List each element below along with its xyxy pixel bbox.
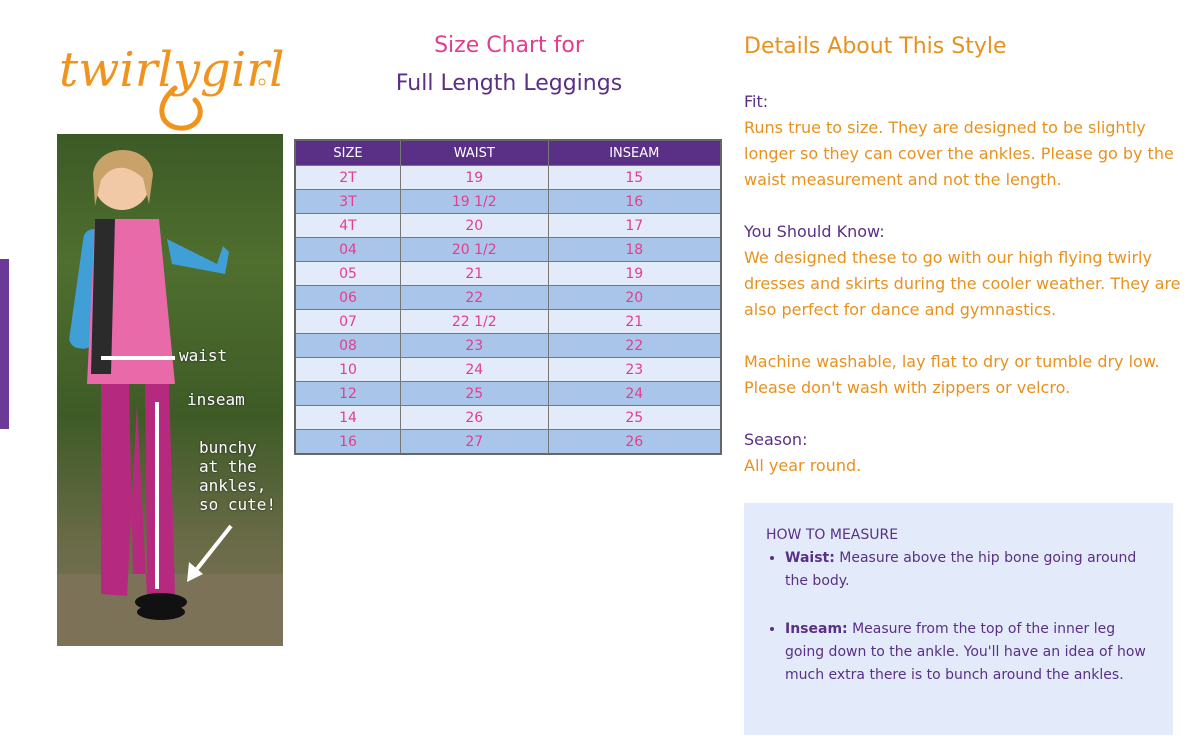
cell-size: 12 — [295, 382, 400, 406]
table-row — [295, 262, 721, 286]
col-header-waist: WAIST — [400, 140, 548, 166]
table-row — [295, 214, 721, 238]
girl-illustration — [57, 134, 283, 646]
photo-label-inseam: inseam — [187, 390, 245, 409]
cell-waist: 20 — [400, 214, 548, 238]
size-chart-title: Size Chart for — [434, 33, 584, 58]
table-row — [295, 310, 721, 334]
know-text: We designed these to go with our high flying twirly dresses and skirts during the cooler weather. They are also perfect for dance and gymnastics. — [744, 248, 1181, 319]
table-row — [295, 286, 721, 310]
cell-inseam: 17 — [548, 214, 721, 238]
know-heading: You Should Know: — [744, 222, 885, 241]
cell-size: 4T — [295, 214, 400, 238]
cell-waist: 24 — [400, 358, 548, 382]
cell-size: 06 — [295, 286, 400, 310]
cell-inseam: 23 — [548, 358, 721, 382]
how-to-measure-box — [744, 503, 1173, 735]
table-row — [295, 406, 721, 430]
cell-inseam: 18 — [548, 238, 721, 262]
cell-inseam: 22 — [548, 334, 721, 358]
fit-text: Runs true to size. They are designed to be slightly longer so they can cover the ankles. Please go by the waist measurement and not the length. — [744, 118, 1174, 189]
table-row — [295, 358, 721, 382]
measure-text-inseam: Measure from the top of the inner leg going down to the ankle. You'll have an idea of how much extra there is to bunch around the ankles. — [785, 621, 1146, 683]
measure-item-waist — [785, 547, 1153, 593]
cell-waist: 20 1/2 — [400, 238, 548, 262]
girl-leggings — [101, 384, 175, 596]
fit-heading: Fit: — [744, 92, 769, 111]
table-row — [295, 430, 721, 455]
care-text: Machine washable, lay flat to dry or tumble dry low. Please don't wash with zippers or velcro. — [744, 352, 1160, 397]
cell-size: 2T — [295, 166, 400, 190]
product-photo — [57, 134, 283, 646]
logo-graphic — [55, 24, 285, 134]
season-text: All year round. — [744, 456, 862, 475]
cell-size: 14 — [295, 406, 400, 430]
cell-size: 05 — [295, 262, 400, 286]
cell-waist: 19 — [400, 166, 548, 190]
cell-inseam: 20 — [548, 286, 721, 310]
ankle-arrow-line — [193, 526, 231, 574]
girl-left-shoe — [137, 604, 185, 620]
how-to-measure-title: HOW TO MEASURE — [766, 527, 899, 543]
size-table — [294, 139, 722, 455]
cell-size: 08 — [295, 334, 400, 358]
cell-inseam: 25 — [548, 406, 721, 430]
measure-term-inseam: Inseam: — [785, 621, 848, 637]
cell-waist: 22 — [400, 286, 548, 310]
cell-size: 10 — [295, 358, 400, 382]
product-name: Full Length Leggings — [395, 71, 623, 96]
cell-size: 04 — [295, 238, 400, 262]
girl-right-arm — [167, 239, 229, 274]
table-row — [295, 190, 721, 214]
side-tab[interactable] — [0, 259, 9, 429]
cell-waist: 25 — [400, 382, 548, 406]
table-row — [295, 334, 721, 358]
logo-text: twirlygirl — [59, 42, 285, 98]
measure-term-waist: Waist: — [785, 550, 835, 566]
table-row — [295, 166, 721, 190]
cell-waist: 19 1/2 — [400, 190, 548, 214]
cell-size: 3T — [295, 190, 400, 214]
cell-waist: 22 1/2 — [400, 310, 548, 334]
cell-waist: 21 — [400, 262, 548, 286]
photo-label-bunchy: bunchy at the ankles, so cute! — [199, 438, 277, 514]
cell-waist: 23 — [400, 334, 548, 358]
col-header-inseam: INSEAM — [548, 140, 721, 166]
size-table-header — [295, 140, 721, 166]
cell-inseam: 19 — [548, 262, 721, 286]
cell-size: 07 — [295, 310, 400, 334]
girl-vest — [91, 219, 115, 374]
cell-waist: 27 — [400, 430, 548, 455]
cell-inseam: 21 — [548, 310, 721, 334]
measure-item-inseam — [785, 618, 1153, 687]
col-header-size: SIZE — [295, 140, 400, 166]
table-row — [295, 238, 721, 262]
season-heading: Season: — [744, 430, 808, 449]
details-title: Details About This Style — [744, 34, 1007, 59]
cell-size: 16 — [295, 430, 400, 455]
table-row — [295, 382, 721, 406]
cell-inseam: 15 — [548, 166, 721, 190]
measure-list — [766, 547, 1153, 687]
measure-text-waist: Measure above the hip bone going around the body. — [785, 550, 1137, 589]
cell-waist: 26 — [400, 406, 548, 430]
cell-inseam: 16 — [548, 190, 721, 214]
cell-inseam: 24 — [548, 382, 721, 406]
details-section — [744, 89, 1184, 479]
cell-inseam: 26 — [548, 430, 721, 455]
twirlygirl-logo[interactable] — [55, 24, 285, 134]
photo-label-waist: waist — [179, 346, 228, 365]
